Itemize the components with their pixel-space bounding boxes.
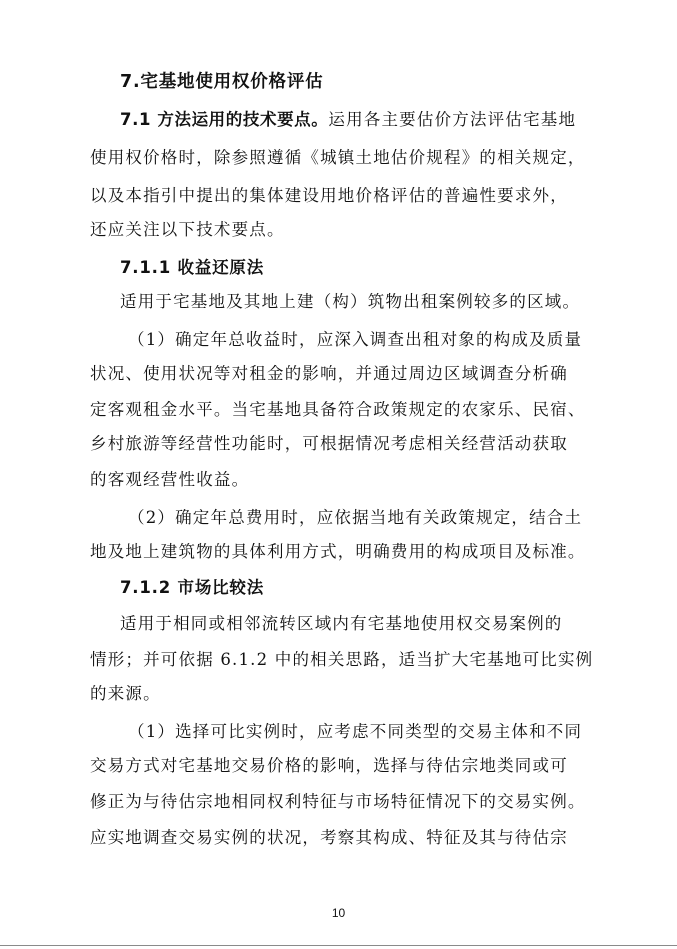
income-paragraph-line: 定客观租金水平。当宅基地具备符合政策规定的农家乐、民宿、 bbox=[90, 400, 586, 419]
market-paragraph-line: 适用于相同或相邻流转区域内有宅基地使用权交易案例的 bbox=[120, 614, 563, 633]
market-paragraph-line: 的来源。 bbox=[90, 684, 161, 703]
intro-paragraph-line: 以及本指引中提出的集体建设用地价格评估的普遍性要求外， bbox=[90, 186, 568, 205]
market-paragraph-line: 应实地调查交易实例的状况，考察其构成、特征及其与待估宗 bbox=[90, 828, 568, 847]
page-number: 10 bbox=[331, 906, 346, 920]
market-paragraph-line: 交易方式对宅基地交易价格的影响，选择与待估宗地类同或可 bbox=[90, 756, 568, 775]
intro-lead: 7.1 方法运用的技术要点。 bbox=[120, 110, 329, 129]
section-heading: 7.宅基地使用权价格评估 bbox=[120, 72, 324, 92]
intro-paragraph-line: 使用权价格时，除参照遵循《城镇土地估价规程》的相关规定， bbox=[90, 148, 586, 167]
income-paragraph-line: 地及地上建筑物的具体利用方式，明确费用的构成项目及标准。 bbox=[90, 542, 586, 561]
income-paragraph-line: 状况、使用状况等对租金的影响，并通过周边区域调查分析确 bbox=[90, 364, 568, 383]
income-method-heading: 7.1.1 收益还原法 bbox=[120, 258, 265, 277]
market-paragraph-line: （1）选择可比实例时，应考虑不同类型的交易主体和不同 bbox=[128, 722, 583, 741]
market-paragraph-line: 情形；并可依据 6.1.2 中的相关思路，适当扩大宅基地可比实例 bbox=[90, 650, 594, 669]
intro-text: 运用各主要估价方法评估宅基地 bbox=[328, 110, 577, 129]
income-paragraph-line: 的客观经营性收益。 bbox=[90, 470, 250, 489]
intro-paragraph-line bbox=[120, 108, 576, 132]
income-paragraph-line: （2）确定年总费用时，应依据当地有关政策规定，结合土 bbox=[128, 508, 583, 527]
income-paragraph-line: 乡村旅游等经营性功能时，可根据情况考虑相关经营活动获取 bbox=[90, 434, 568, 453]
income-paragraph-line: （1）确定年总收益时，应深入调查出租对象的构成及质量 bbox=[128, 330, 583, 349]
market-paragraph-line: 修正为与待估宗地相同权利特征与市场特征情况下的交易实例。 bbox=[90, 792, 586, 811]
income-applicability: 适用于宅基地及其地上建（构）筑物出租案例较多的区域。 bbox=[120, 292, 581, 311]
market-method-heading: 7.1.2 市场比较法 bbox=[120, 578, 265, 597]
page-bottom-rule bbox=[0, 945, 677, 946]
intro-paragraph-line: 还应关注以下技术要点。 bbox=[90, 220, 285, 239]
